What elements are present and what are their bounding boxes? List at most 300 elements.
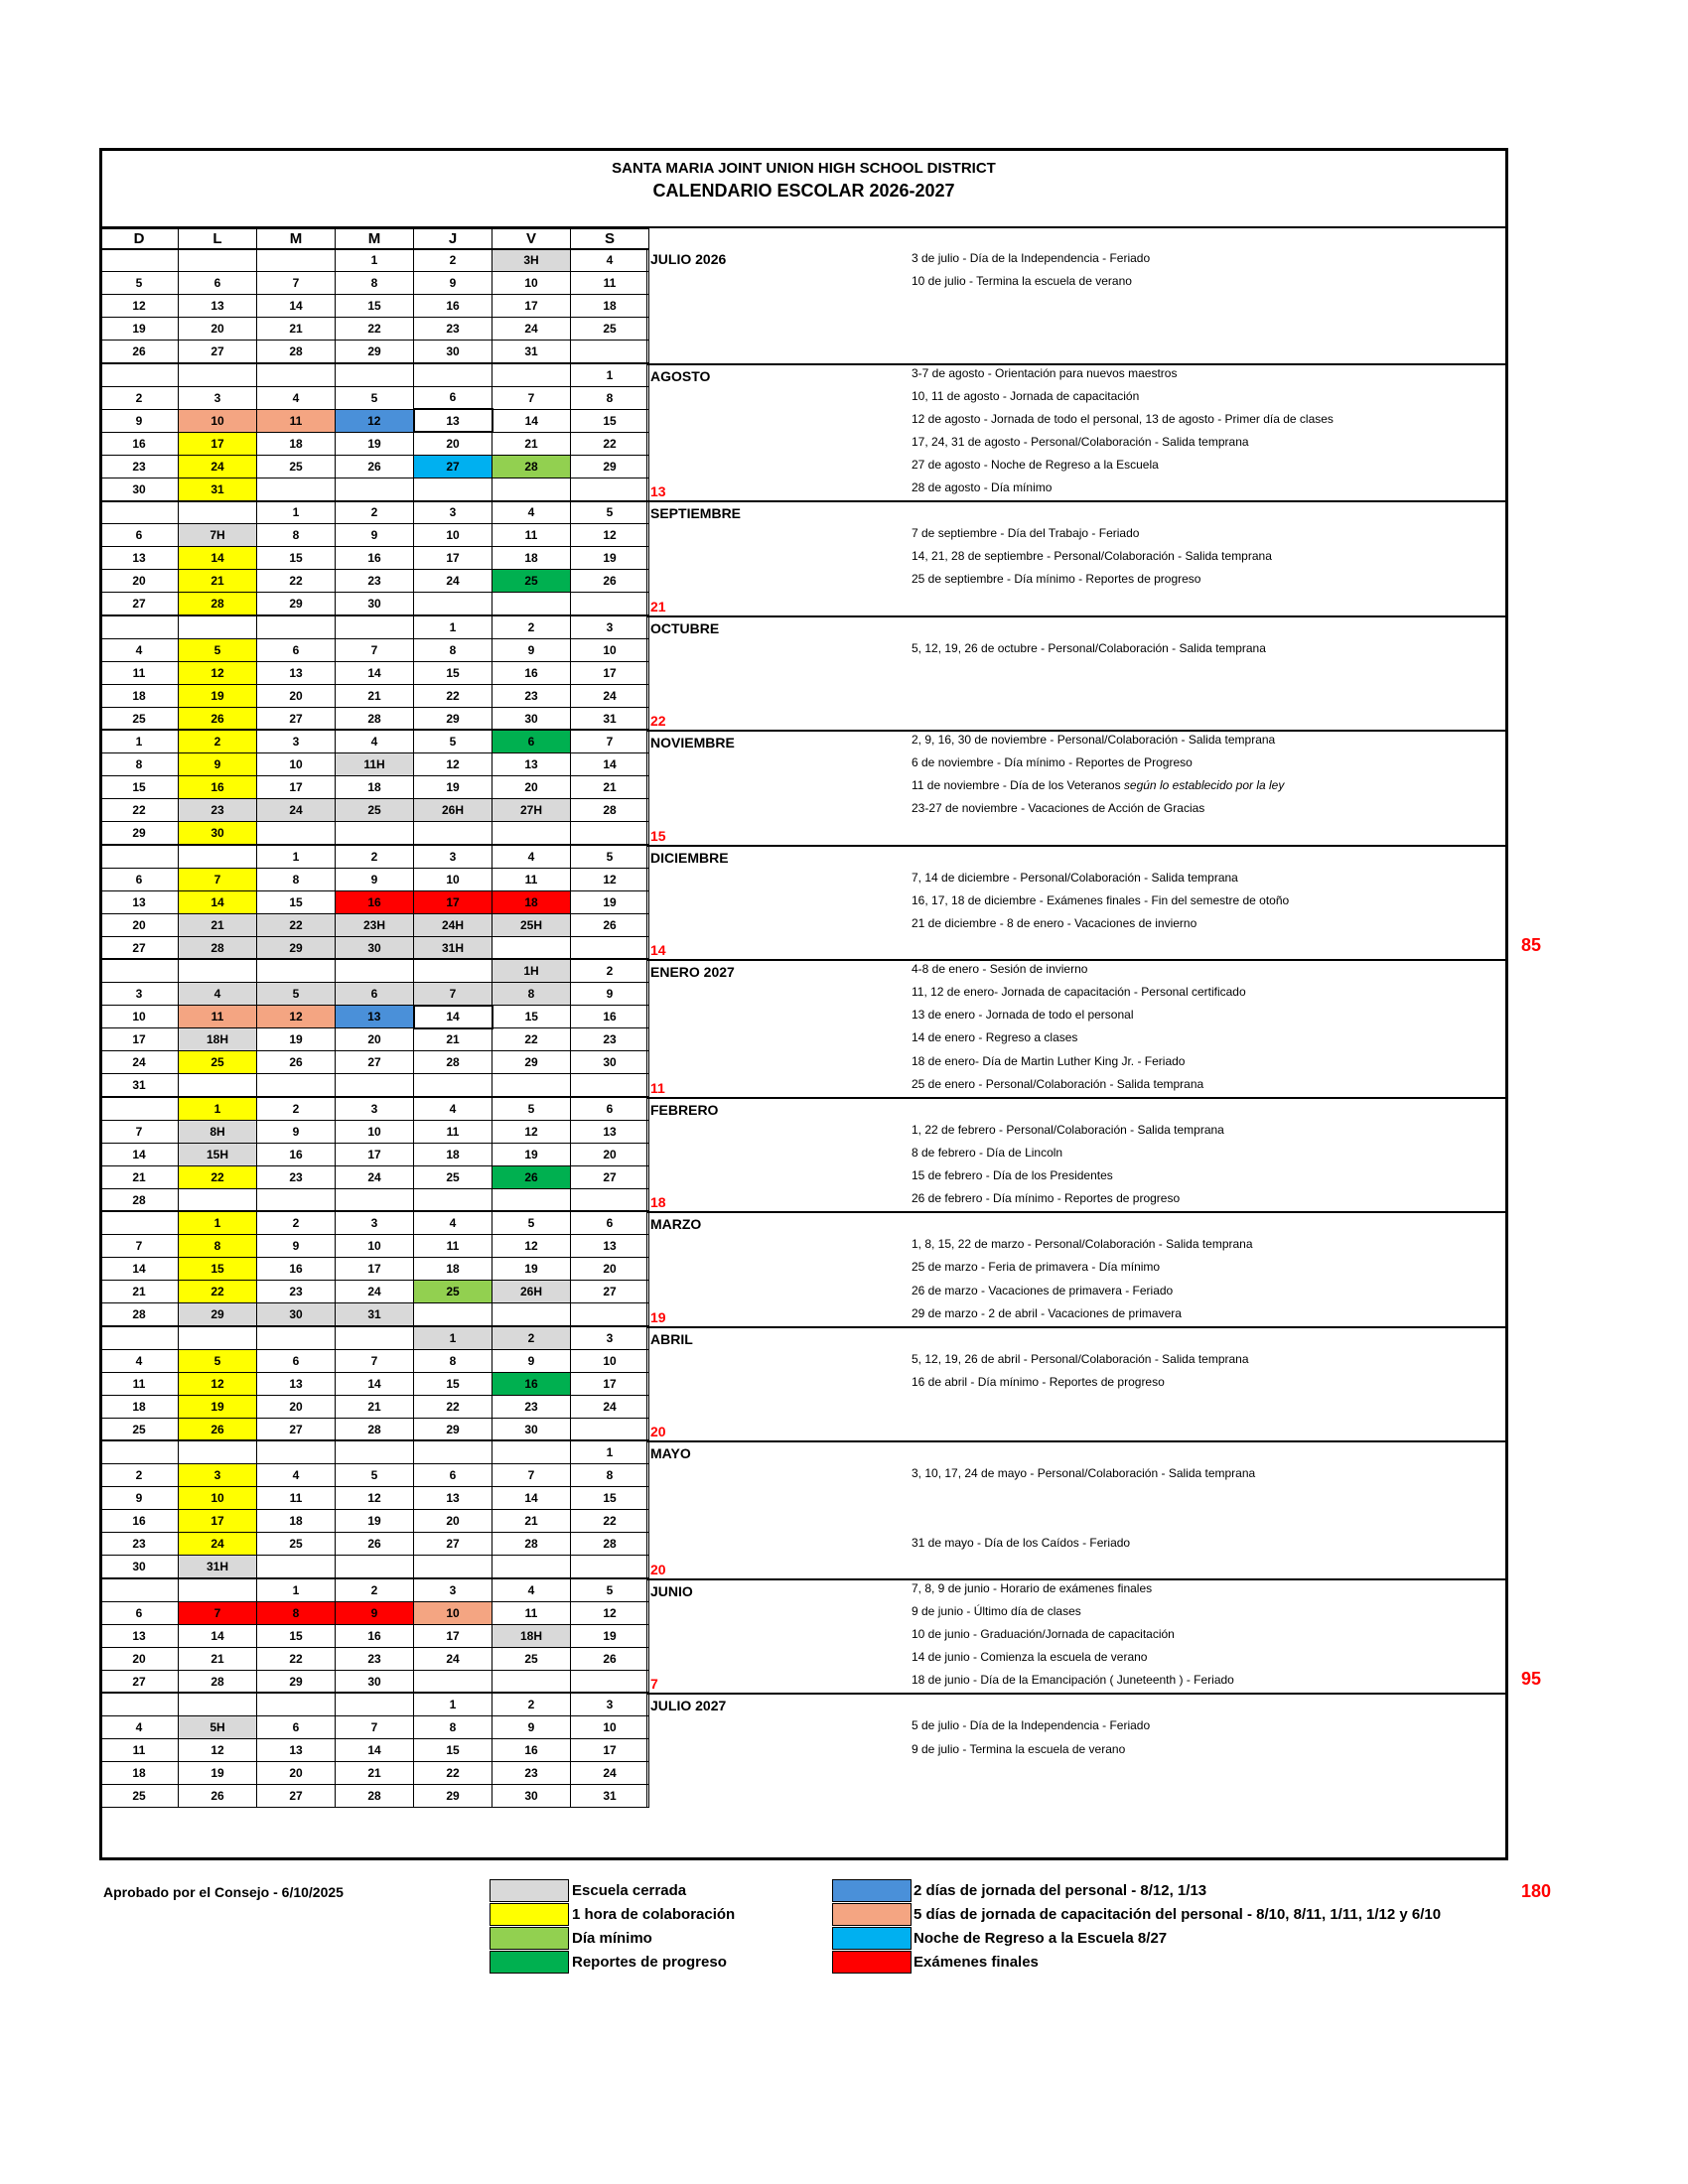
month-name: JULIO 2026 (650, 251, 727, 267)
day-cell: 21 (179, 913, 257, 936)
day-cell: 6 (414, 1463, 492, 1486)
day-cell: 28 (336, 1785, 414, 1808)
day-cell: 17 (336, 1143, 414, 1165)
day-cell: 17 (100, 1028, 179, 1051)
empty-cell (414, 1074, 492, 1097)
day-cell: 7 (100, 1235, 179, 1258)
day-cell: 2 (492, 615, 571, 638)
day-cell: 1 (414, 1326, 492, 1349)
day-cell: 4 (179, 983, 257, 1006)
day-cell: 21 (336, 684, 414, 707)
week-row (100, 1739, 649, 1762)
empty-cell (336, 1188, 414, 1211)
empty-cell (414, 1440, 492, 1463)
week-row (100, 1051, 649, 1074)
month-name: ABRIL (650, 1330, 693, 1347)
day-cell: 1 (179, 1097, 257, 1120)
month-name: ENERO 2027 (650, 964, 735, 981)
day-cell: 29 (414, 707, 492, 730)
month-note: 7, 8, 9 de junio - Horario de exámenes finales (912, 1580, 1153, 1595)
day-cell: 19 (100, 318, 179, 341)
day-cell: 28 (336, 1418, 414, 1440)
day-cell: 17 (492, 295, 571, 318)
empty-cell (179, 845, 257, 868)
day-cell: 26 (336, 1533, 414, 1556)
day-cell: 4 (100, 1716, 179, 1739)
day-cell: 25 (492, 1647, 571, 1670)
day-cell: 1 (414, 615, 492, 638)
day-cell: 23 (571, 1028, 649, 1051)
day-cell: 3 (100, 983, 179, 1006)
day-cell: 27 (257, 1418, 336, 1440)
day-cell: 25 (414, 1281, 492, 1303)
day-cell: 11 (492, 868, 571, 890)
week-row (100, 1716, 649, 1739)
day-cell: 12 (414, 753, 492, 776)
day-cell: 25 (257, 455, 336, 478)
empty-cell (492, 593, 571, 615)
day-cell: 13 (100, 890, 179, 913)
empty-cell (100, 249, 179, 272)
day-cell: 24 (492, 318, 571, 341)
day-cell: 6 (100, 524, 179, 547)
day-cell: 10 (179, 1487, 257, 1510)
day-cell: 2 (179, 730, 257, 752)
day-cell: 6 (257, 638, 336, 661)
empty-cell (571, 1418, 649, 1440)
day-cell: 2 (492, 1693, 571, 1715)
day-cell: 25 (492, 570, 571, 593)
cumulative-day-total: 180 (1521, 1881, 1552, 1901)
day-cell: 17 (571, 661, 649, 684)
day-cell: 9 (336, 1601, 414, 1624)
week-row (100, 1074, 649, 1097)
day-cell: 17 (336, 1258, 414, 1281)
day-cell: 21 (336, 1395, 414, 1418)
week-row (100, 318, 649, 341)
day-cell: 24 (179, 1533, 257, 1556)
month-note: 5, 12, 19, 26 de abril - Personal/Colaboración - Salida temprana (912, 1351, 1249, 1366)
day-cell: 28 (492, 1533, 571, 1556)
day-cell: 26H (414, 799, 492, 822)
month-note: 29 de marzo - 2 de abril - Vacaciones de primavera (912, 1305, 1182, 1320)
day-cell: 22 (179, 1281, 257, 1303)
month-name: MAYO (650, 1445, 691, 1462)
day-cell: 7 (179, 868, 257, 890)
day-cell: 5 (100, 272, 179, 295)
day-cell: 28 (571, 1533, 649, 1556)
day-cell: 27 (571, 1165, 649, 1188)
day-cell: 16 (336, 890, 414, 913)
weekday-header: J (414, 229, 492, 249)
empty-cell (336, 478, 414, 500)
day-cell: 9 (179, 753, 257, 776)
legend-swatch (490, 1951, 569, 1974)
day-cell: 19 (257, 1028, 336, 1051)
week-row (100, 753, 649, 776)
empty-cell (179, 959, 257, 982)
day-cell: 30 (336, 593, 414, 615)
day-cell: 22 (414, 1762, 492, 1785)
week-row (100, 295, 649, 318)
day-cell: 21 (414, 1028, 492, 1051)
day-cell: 8 (571, 1463, 649, 1486)
month-name: FEBRERO (650, 1101, 719, 1118)
empty-cell (492, 936, 571, 959)
day-cell: 22 (100, 799, 179, 822)
day-cell: 14 (257, 295, 336, 318)
day-cell: 23 (179, 799, 257, 822)
empty-cell (179, 615, 257, 638)
day-cell: 15 (571, 409, 649, 432)
day-cell: 21 (100, 1165, 179, 1188)
day-cell: 14 (179, 1624, 257, 1647)
legend-label: 5 días de jornada de capacitación del personal - 8/10, 8/11, 1/11, 1/12 y 6/10 (914, 1906, 1442, 1923)
day-cell: 18 (492, 890, 571, 913)
day-cell: 12 (492, 1235, 571, 1258)
day-cell: 8 (179, 1235, 257, 1258)
day-cell: 23 (492, 1762, 571, 1785)
day-cell: 1 (100, 730, 179, 752)
day-cell: 3 (414, 845, 492, 868)
day-cell: 11 (100, 661, 179, 684)
day-cell: 24 (414, 570, 492, 593)
day-cell: 10 (414, 868, 492, 890)
month-note: 5 de julio - Día de la Independencia - Feriado (912, 1718, 1151, 1733)
week-row (100, 890, 649, 913)
day-cell: 1 (257, 845, 336, 868)
day-cell: 11 (257, 409, 336, 432)
day-cell: 20 (100, 570, 179, 593)
day-cell: 20 (414, 432, 492, 455)
week-row (100, 1556, 649, 1578)
day-cell: 30 (571, 1051, 649, 1074)
empty-cell (100, 501, 179, 524)
empty-cell (571, 478, 649, 500)
day-cell: 7 (336, 638, 414, 661)
day-cell: 29 (414, 1418, 492, 1440)
empty-cell (492, 822, 571, 845)
day-cell: 13 (100, 1624, 179, 1647)
month-note: 23-27 de noviembre - Vacaciones de Acción de Gracias (912, 801, 1205, 816)
week-row (100, 1578, 649, 1601)
day-cell: 8 (336, 272, 414, 295)
day-cell: 16 (492, 1739, 571, 1762)
day-cell: 2 (414, 249, 492, 272)
day-cell: 2 (336, 845, 414, 868)
day-cell: 26 (571, 1647, 649, 1670)
day-cell: 18 (336, 776, 414, 799)
month-note: 2, 9, 16, 30 de noviembre - Personal/Colaboración - Salida temprana (912, 733, 1276, 748)
day-cell: 13 (492, 753, 571, 776)
day-cell: 22 (179, 1165, 257, 1188)
weekday-header: M (336, 229, 414, 249)
day-cell: 14 (414, 1006, 492, 1028)
empty-cell (336, 615, 414, 638)
month-note: 18 de enero- Día de Martin Luther King Jr. - Feriado (912, 1053, 1186, 1068)
month-note: 8 de febrero - Día de Lincoln (912, 1145, 1063, 1160)
month-note: 26 de marzo - Vacaciones de primavera - Feriado (912, 1283, 1174, 1297)
day-cell: 6 (336, 983, 414, 1006)
day-cell: 22 (571, 1510, 649, 1533)
week-row (100, 1647, 649, 1670)
month-note: 25 de enero - Personal/Colaboración - Salida temprana (912, 1076, 1204, 1091)
day-cell: 9 (257, 1120, 336, 1143)
day-cell: 24 (336, 1281, 414, 1303)
day-cell: 18 (100, 1395, 179, 1418)
empty-cell (257, 1693, 336, 1715)
day-cell: 15 (414, 1739, 492, 1762)
day-cell: 4 (336, 730, 414, 752)
day-cell: 15 (492, 1006, 571, 1028)
week-row (100, 1510, 649, 1533)
day-cell: 28 (179, 936, 257, 959)
day-cell: 10 (571, 638, 649, 661)
empty-cell (100, 615, 179, 638)
day-cell: 29 (257, 936, 336, 959)
month-note: 6 de noviembre - Día mínimo - Reportes de Progreso (912, 755, 1193, 770)
day-cell: 28 (257, 341, 336, 363)
week-row (100, 341, 649, 363)
day-cell: 20 (571, 1258, 649, 1281)
empty-cell (414, 1556, 492, 1578)
day-cell: 11 (414, 1120, 492, 1143)
empty-cell (257, 1074, 336, 1097)
week-row (100, 1281, 649, 1303)
day-cell: 11 (492, 524, 571, 547)
day-cell: 25 (414, 1165, 492, 1188)
empty-cell (100, 1326, 179, 1349)
day-cell: 27 (414, 455, 492, 478)
day-cell: 16 (257, 1258, 336, 1281)
day-cell: 26 (179, 1418, 257, 1440)
day-cell: 7 (336, 1349, 414, 1372)
day-cell: 26 (571, 570, 649, 593)
day-cell: 5 (492, 1097, 571, 1120)
day-cell: 22 (492, 1028, 571, 1051)
day-cell: 12 (336, 409, 414, 432)
legend-swatch (832, 1951, 912, 1974)
day-cell: 11 (414, 1235, 492, 1258)
day-cell: 25 (100, 1418, 179, 1440)
day-cell: 18 (257, 432, 336, 455)
day-cell: 9 (336, 868, 414, 890)
week-row (100, 1120, 649, 1143)
day-cell: 22 (414, 684, 492, 707)
week-row (100, 776, 649, 799)
day-cell: 30 (492, 707, 571, 730)
month-school-days: 20 (650, 1561, 666, 1577)
empty-cell (492, 1440, 571, 1463)
day-cell: 17 (571, 1739, 649, 1762)
day-cell: 3 (336, 1211, 414, 1234)
day-cell: 14 (179, 890, 257, 913)
month-block (646, 248, 1508, 363)
day-cell: 15 (257, 890, 336, 913)
month-note: 27 de agosto - Noche de Regreso a la Escuela (912, 457, 1159, 472)
day-cell: 12 (336, 1487, 414, 1510)
day-cell: 9 (257, 1235, 336, 1258)
month-note: 21 de diciembre - 8 de enero - Vacaciones de invierno (912, 915, 1197, 930)
day-cell: 7 (571, 730, 649, 752)
week-row (100, 363, 649, 386)
empty-cell (257, 822, 336, 845)
day-cell: 10 (571, 1716, 649, 1739)
day-cell: 2 (257, 1097, 336, 1120)
month-note: 10 de julio - Termina la escuela de verano (912, 274, 1132, 289)
day-cell: 14 (336, 1372, 414, 1395)
day-cell: 21 (179, 570, 257, 593)
week-row (100, 1693, 649, 1715)
day-cell: 16 (179, 776, 257, 799)
day-cell: 10 (100, 1006, 179, 1028)
empty-cell (492, 363, 571, 386)
month-name: DICIEMBRE (650, 849, 729, 866)
empty-cell (336, 1326, 414, 1349)
day-cell: 8 (571, 386, 649, 409)
day-cell: 12 (179, 1372, 257, 1395)
week-row (100, 249, 649, 272)
month-school-days: 13 (650, 483, 666, 500)
day-cell: 3 (179, 386, 257, 409)
week-row (100, 386, 649, 409)
day-cell: 6 (414, 386, 492, 409)
month-note: 5, 12, 19, 26 de octubre - Personal/Colaboración - Salida temprana (912, 640, 1266, 655)
day-cell: 22 (336, 318, 414, 341)
day-cell: 27H (492, 799, 571, 822)
week-row (100, 1601, 649, 1624)
week-row (100, 501, 649, 524)
day-cell: 7 (179, 1601, 257, 1624)
month-school-days: 15 (650, 827, 666, 844)
day-cell: 1 (571, 1440, 649, 1463)
week-row (100, 615, 649, 638)
day-cell: 26 (571, 913, 649, 936)
empty-cell (492, 1303, 571, 1326)
day-cell: 10 (414, 1601, 492, 1624)
day-cell: 13 (257, 661, 336, 684)
day-cell: 20 (257, 1395, 336, 1418)
day-cell: 30 (179, 822, 257, 845)
month-note: 14 de enero - Regreso a clases (912, 1030, 1078, 1045)
day-cell: 19 (492, 1143, 571, 1165)
month-note: 18 de junio - Día de la Emancipación ( Juneteenth ) - Feriado (912, 1673, 1234, 1688)
empty-cell (336, 822, 414, 845)
day-cell: 14 (492, 1487, 571, 1510)
empty-cell (336, 1074, 414, 1097)
legend-label: 1 hora de colaboración (572, 1906, 736, 1923)
approval-note: Aprobado por el Consejo - 6/10/2025 (103, 1884, 344, 1900)
day-cell: 18 (414, 1143, 492, 1165)
day-cell: 6 (571, 1211, 649, 1234)
day-cell: 25 (571, 318, 649, 341)
day-cell: 27 (100, 593, 179, 615)
day-cell: 23 (414, 318, 492, 341)
day-cell: 13 (414, 1487, 492, 1510)
day-cell: 10 (336, 1120, 414, 1143)
day-cell: 14 (492, 409, 571, 432)
month-name: AGOSTO (650, 367, 711, 384)
week-row (100, 1463, 649, 1486)
day-cell: 8 (492, 983, 571, 1006)
day-cell: 11 (257, 1487, 336, 1510)
month-block (646, 615, 1508, 731)
day-cell: 23 (492, 684, 571, 707)
day-cell: 11 (179, 1006, 257, 1028)
day-cell: 3 (336, 1097, 414, 1120)
week-row (100, 1143, 649, 1165)
day-cell: 16 (492, 661, 571, 684)
month-note: 10 de junio - Graduación/Jornada de capacitación (912, 1627, 1175, 1641)
week-row (100, 822, 649, 845)
day-cell: 19 (492, 1258, 571, 1281)
month-note: 31 de mayo - Día de los Caídos - Feriado (912, 1535, 1131, 1550)
day-cell: 14 (100, 1143, 179, 1165)
week-row (100, 1188, 649, 1211)
month-note: 1, 22 de febrero - Personal/Colaboración - Salida temprana (912, 1122, 1224, 1137)
empty-cell (100, 845, 179, 868)
day-cell: 11 (571, 272, 649, 295)
day-cell: 7 (336, 1716, 414, 1739)
week-row (100, 1762, 649, 1785)
day-cell: 3 (414, 1578, 492, 1601)
month-note: 12 de agosto - Jornada de todo el personal, 13 de agosto - Primer día de clases (912, 411, 1334, 426)
calendar-header (99, 148, 1508, 228)
day-cell: 30 (492, 1418, 571, 1440)
empty-cell (414, 1670, 492, 1693)
week-row (100, 707, 649, 730)
month-school-days: 7 (650, 1676, 658, 1693)
weekday-header: L (179, 229, 257, 249)
day-cell: 9 (336, 524, 414, 547)
month-note: 9 de junio - Último día de clases (912, 1603, 1081, 1618)
empty-cell (179, 1074, 257, 1097)
day-cell: 8 (257, 1601, 336, 1624)
day-cell: 11H (336, 753, 414, 776)
weekday-header: D (100, 229, 179, 249)
day-cell: 13 (100, 547, 179, 570)
week-row (100, 845, 649, 868)
calendar-title: CALENDARIO ESCOLAR 2026-2027 (652, 181, 955, 201)
day-cell: 22 (571, 432, 649, 455)
day-cell: 19 (336, 1510, 414, 1533)
day-cell: 19 (336, 432, 414, 455)
empty-cell (257, 1556, 336, 1578)
day-cell: 15 (414, 1372, 492, 1395)
day-cell: 16 (257, 1143, 336, 1165)
empty-cell (336, 1440, 414, 1463)
day-cell: 24 (100, 1051, 179, 1074)
day-cell: 21 (492, 432, 571, 455)
empty-cell (571, 341, 649, 363)
legend-label: Noche de Regreso a la Escuela 8/27 (914, 1930, 1168, 1947)
empty-cell (336, 1693, 414, 1715)
empty-cell (492, 478, 571, 500)
day-cell: 23 (336, 570, 414, 593)
day-cell: 9 (100, 409, 179, 432)
day-cell: 13 (571, 1235, 649, 1258)
day-cell: 19 (571, 1624, 649, 1647)
day-cell: 13 (414, 409, 492, 432)
day-cell: 15 (414, 661, 492, 684)
day-cell: 24 (179, 455, 257, 478)
day-cell: 16 (336, 1624, 414, 1647)
day-cell: 5 (257, 983, 336, 1006)
empty-cell (100, 363, 179, 386)
week-row (100, 1372, 649, 1395)
day-cell: 18 (100, 684, 179, 707)
weekday-header: S (571, 229, 649, 249)
